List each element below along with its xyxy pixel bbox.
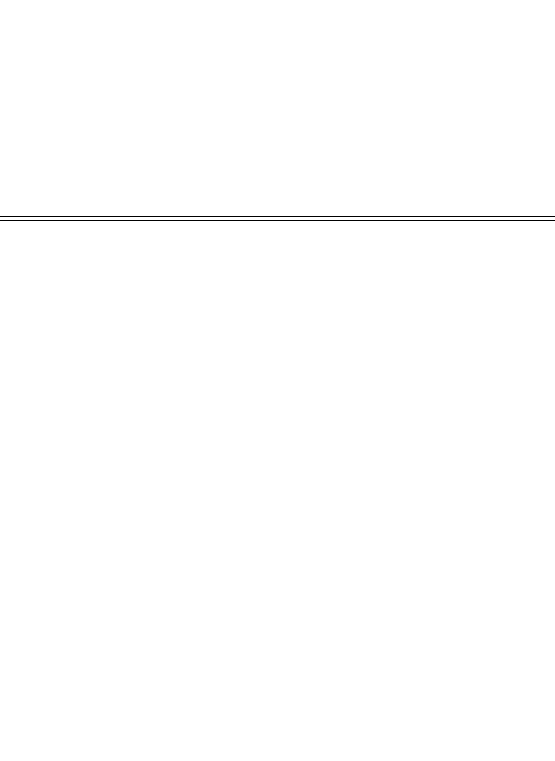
double-rule-divider xyxy=(0,216,555,221)
